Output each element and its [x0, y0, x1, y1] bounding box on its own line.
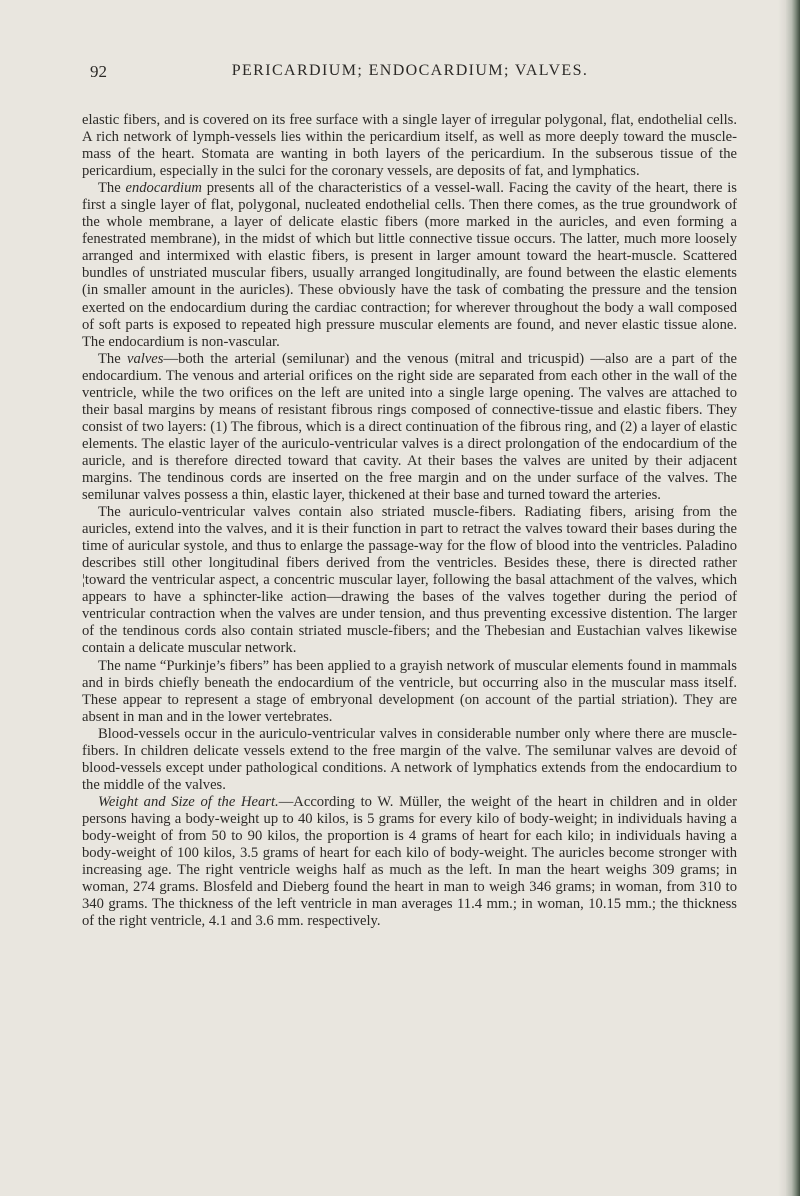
paragraph-text: The name “Purkinje’s fibers” has been applied to a grayish network of muscular elements found in mammals and in birds chiefly beneath the endocardium of the ventricle, but occurring also in the muscular mass itself. These appear to represent a stage of embryonal development (on account of the partial striation). They are absent in man and in the lower vertebrates. [82, 657, 737, 725]
page-gutter-shadow [778, 0, 786, 1196]
paragraph-text: —both the arterial (semilunar) and the venous (mitral and tricuspid) —also are a part of the endocardium. The venous and arterial orifices on the right side are separated from each other in the wall of the ventricle, while the two orifices on the left are united into a single large opening. The valves are attached to their basal margins by means of resistant fibrous rings composed of connective-tissue and elastic fibers. They consist of two layers: (1) The fibrous, which is a direct continuation of the fibrous ring, and (2) a layer of elastic elements. The elastic layer of the auriculo-ventricular valves is a direct prolongation of the endocardium of the auricle, and is therefore directed toward that cavity. At their bases the valves are united by their adjacent margins. The tendinous cords are inserted on the free margin and on the under surface of the valves. The semilunar valves possess a thin, elastic layer, thickened at their base and turned toward the arteries. [82, 350, 737, 504]
paragraph [82, 112, 737, 180]
page-header [90, 62, 730, 88]
page-edge [786, 0, 800, 1196]
paragraph [82, 794, 737, 930]
paragraph-text: Blood-vessels occur in the auriculo-ventricular valves in considerable number only where there are muscle-fibers. In children delicate vessels extend to the free margin of the valve. The semilunar valves are devoid of blood-vessels except under pathological conditions. A network of lymphatics extends from the endocardium to the middle of the valves. [82, 725, 737, 793]
paragraph-text: elastic fibers, and is covered on its free surface with a single layer of irregular polygonal, flat, endothelial cells. A rich network of lymph-vessels lies within the pericardium itself, as well as more deeply toward the muscle-mass of the heart. Stomata are wanting in both layers of the pericardium. In the subserous tissue of the pericardium, especially in the sulci for the coronary vessels, are deposits of fat, and lymphatics. [82, 112, 737, 180]
paragraph [82, 658, 737, 726]
paragraph-text: The auriculo-ventricular valves contain also striated muscle-fibers. Radiating fibers, arising from the auricles, extend into the valves, and it is their function in part to retract the valves toward their bases during the time of auricular systole, and thus to enlarge the passage-way for the flow of blood into the ventricles. Paladino describes still other longitudinal fibers derived from the ventricles. Besides these, there is directed rather ¦toward the ventricular aspect, a concentric muscular layer, following the basal attachment of the valves, which appears to have a sphincter-like action—drawing the bases of the valves together during the period of ventricular contraction when the valves are under tension, and thus preventing excessive distention. The larger of the tendinous cords also contain striated muscle-fibers; and the Thebesian and Eustachian valves likewise contain a delicate muscular network. [82, 504, 737, 657]
paragraph-text: presents all of the characteristics of a vessel-wall. Facing the cavity of the heart, there is first a single layer of flat, polygonal, nucleated endothelial cells. Then there comes, as the true groundwork of the whole membrane, a layer of delicate elastic fibers (more marked in the auricles, and even forming a fenestrated membrane), in the midst of which but little connective tissue occurs. The latter, much more loosely arranged and intermixed with elastic fibers, is present in larger amount toward the heart-muscle. Scattered bundles of unstriated muscular fibers, usually arranged longitudinally, are found between the elastic elements (in smaller amount in the auricles). These obviously have the task of combating the pressure and the tension exerted on the endocardium during the cardiac contraction; for wherever throughout the body a wall composed of soft parts is exposed to repeated high pressure muscular elements are found, and never elastic tissue alone. The endocardium is non-vascular. [82, 180, 737, 350]
paragraph [82, 351, 737, 504]
paragraph-emphasis: endocardium [125, 180, 202, 197]
page-number: 92 [90, 62, 107, 81]
body-text [82, 112, 737, 930]
paragraph-lead: The [98, 350, 127, 367]
paragraph-emphasis: Weight and Size of the Heart. [98, 793, 279, 810]
paragraph-emphasis: valves [127, 350, 164, 367]
paragraph [82, 180, 737, 350]
paragraph-lead: The [98, 180, 126, 197]
paragraph-text: —According to W. Müller, the weight of the heart in children and in older persons having a body-weight up to 40 kilos, is 5 grams for every kilo of body-weight; in individuals having a body-weight of from 50 to 90 kilos, the proportion is 4 grams of heart for each kilo; in individuals having a body-weight of 100 kilos, 3.5 grams of heart for each kilo of body-weight. The auricles become stronger with increasing age. The right ventricle weighs half as much as the left. In man the heart weighs 309 grams; in woman, 274 grams. Blosfeld and Dieberg found the heart in man to weigh 346 grams; in woman, from 310 to 340 grams. The thickness of the left ventricle in man averages 11.4 mm.; in woman, 10.15 mm.; the thickness of the right ventricle, 4.1 and 3.6 mm. respectively. [82, 793, 738, 930]
running-head: PERICARDIUM; ENDOCARDIUM; VALVES. [231, 62, 589, 79]
paragraph [82, 504, 737, 657]
paragraph [82, 726, 737, 794]
